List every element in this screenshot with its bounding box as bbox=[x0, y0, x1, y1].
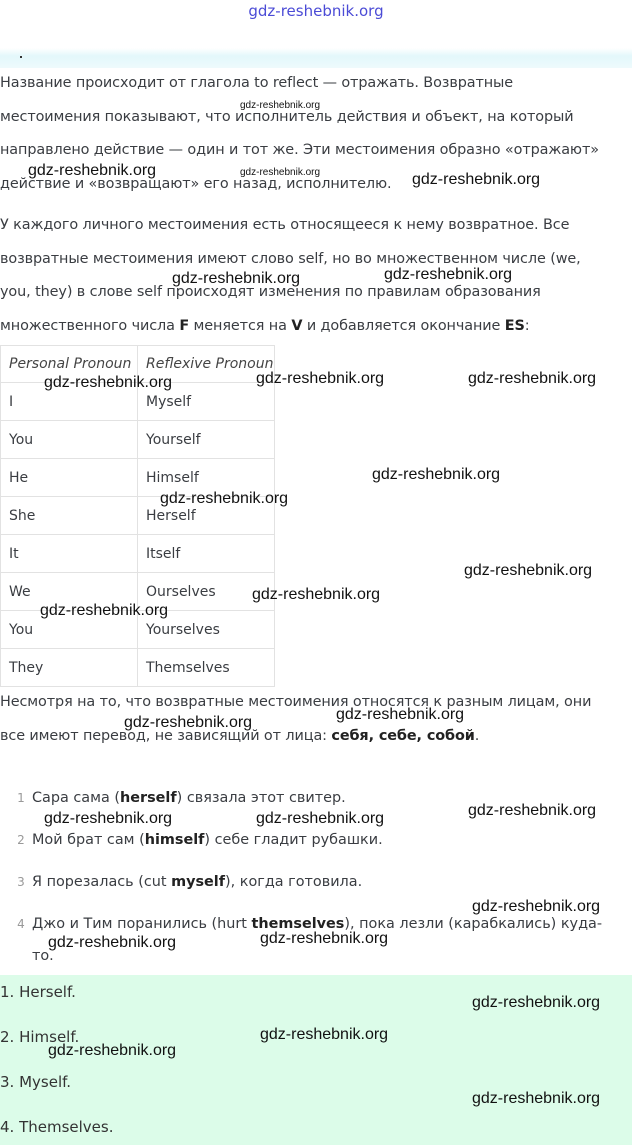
text: Джо и Тим поранились (hurt bbox=[32, 916, 252, 932]
reflexive-cell: Yourself bbox=[138, 421, 275, 459]
watermark: gdz-reshebnik.org bbox=[40, 602, 169, 619]
personal-cell: You bbox=[1, 611, 138, 649]
text: . bbox=[474, 727, 480, 744]
item-number: 3 bbox=[17, 875, 25, 889]
watermark: gdz-reshebnik.org bbox=[44, 374, 173, 391]
watermark: gdz-reshebnik.org bbox=[464, 562, 593, 579]
watermark: gdz-reshebnik.org bbox=[472, 898, 601, 915]
answer: 3. Myself. bbox=[0, 1073, 72, 1091]
header-band bbox=[0, 48, 632, 68]
watermark: gdz-reshebnik.org bbox=[472, 1090, 601, 1107]
text: ), пока лезли (карабкались) куда- bbox=[344, 916, 603, 932]
answer: 1. Herself. bbox=[0, 983, 76, 1001]
text: ), когда готовила. bbox=[225, 874, 363, 890]
watermark: gdz-reshebnik.org bbox=[240, 167, 321, 178]
bold-text: themselves bbox=[251, 916, 345, 932]
table-row bbox=[1, 421, 275, 459]
bold-text: myself bbox=[171, 874, 225, 890]
watermark: gdz-reshebnik.org bbox=[240, 100, 321, 111]
watermark: gdz-reshebnik.org bbox=[468, 370, 597, 387]
personal-cell: She bbox=[1, 497, 138, 535]
header-reflexive: Reflexive Pronoun bbox=[138, 346, 275, 383]
bold-text: herself bbox=[120, 790, 177, 806]
header-personal: Personal Pronoun bbox=[1, 346, 138, 383]
personal-cell: He bbox=[1, 459, 138, 497]
bold-text: ES bbox=[504, 317, 525, 334]
reflexive-cell: Myself bbox=[138, 383, 275, 421]
exercise-item bbox=[10, 790, 346, 806]
text: множественного числа bbox=[0, 317, 180, 334]
watermark: gdz-reshebnik.org bbox=[260, 1026, 389, 1043]
reflexive-cell: Himself bbox=[138, 459, 275, 497]
watermark: gdz-reshebnik.org bbox=[336, 706, 465, 723]
watermark: gdz-reshebnik.org bbox=[44, 810, 173, 827]
text: все имеют перевод, не зависящий от лица: bbox=[0, 727, 332, 744]
item-number: 1 bbox=[17, 791, 25, 805]
reflexive-cell: Itself bbox=[138, 535, 275, 573]
reflexive-cell: Yourselves bbox=[138, 611, 275, 649]
text-line: местоимения показывают, что исполнитель действия и объект, на который bbox=[0, 108, 574, 125]
exercise-item bbox=[10, 874, 362, 890]
bold-text: himself bbox=[144, 832, 205, 848]
text-line: you, they) в слове self происходят изменения по правилам образования bbox=[0, 284, 541, 300]
watermark: gdz-reshebnik.org bbox=[468, 802, 597, 819]
paragraph-rule bbox=[0, 209, 632, 343]
bold-text: себя, себе, собой bbox=[331, 727, 475, 744]
pronoun-table bbox=[0, 345, 275, 687]
item-number: 2 bbox=[17, 833, 25, 847]
text-line: возвратные местоимения имеют слово self, но во множественном числе (we, bbox=[0, 250, 581, 267]
bullet-dot bbox=[20, 56, 22, 58]
paragraph-translation bbox=[0, 686, 632, 753]
watermark: gdz-reshebnik.org bbox=[124, 714, 253, 731]
watermark: gdz-reshebnik.org bbox=[472, 994, 601, 1011]
personal-cell: I bbox=[1, 383, 138, 421]
text-line: У каждого личного местоимения есть относящееся к нему возвратное. Все bbox=[0, 217, 570, 233]
text: Сара сама ( bbox=[32, 790, 120, 806]
site-watermark-top[interactable]: gdz-reshebnik.org bbox=[248, 2, 384, 20]
item-number: 4 bbox=[17, 917, 25, 931]
text: то. bbox=[32, 948, 54, 964]
reflexive-cell: Ourselves bbox=[138, 573, 275, 611]
text-line: Несмотря на то, что возвратные местоимения относятся к разным лицам, они bbox=[0, 694, 592, 710]
text-line: действие и «возвращают» его назад, исполнителю. bbox=[0, 175, 392, 192]
bold-text: V bbox=[291, 317, 303, 334]
watermark: gdz-reshebnik.org bbox=[372, 466, 501, 483]
text-line: направлено действие — один и тот же. Эти местоимения образно «отражают» bbox=[0, 142, 599, 158]
watermark: gdz-reshebnik.org bbox=[256, 810, 385, 827]
answer: 4. Themselves. bbox=[0, 1118, 114, 1136]
watermark: gdz-reshebnik.org bbox=[260, 930, 389, 947]
watermark: gdz-reshebnik.org bbox=[48, 934, 177, 951]
personal-cell: We bbox=[1, 573, 138, 611]
text: Мой брат сам ( bbox=[32, 832, 145, 848]
text-line bbox=[0, 720, 632, 754]
table-row bbox=[1, 535, 275, 573]
personal-cell: You bbox=[1, 421, 138, 459]
text: : bbox=[524, 317, 530, 334]
text: ) связала этот свитер. bbox=[176, 790, 346, 806]
text: меняется на bbox=[189, 317, 292, 334]
watermark: gdz-reshebnik.org bbox=[412, 171, 541, 188]
text-line bbox=[0, 310, 632, 344]
watermark: gdz-reshebnik.org bbox=[160, 490, 289, 507]
text: и добавляется окончание bbox=[302, 317, 505, 334]
watermark: gdz-reshebnik.org bbox=[384, 266, 513, 283]
reflexive-cell: Herself bbox=[138, 497, 275, 535]
personal-cell: It bbox=[1, 535, 138, 573]
text: Я порезалась (cut bbox=[32, 874, 172, 890]
reflexive-cell: Themselves bbox=[138, 649, 275, 687]
watermark: gdz-reshebnik.org bbox=[48, 1042, 177, 1059]
bold-text: F bbox=[179, 317, 190, 334]
watermark: gdz-reshebnik.org bbox=[172, 270, 301, 287]
exercise-item bbox=[10, 832, 383, 848]
watermark: gdz-reshebnik.org bbox=[28, 162, 157, 179]
watermark: gdz-reshebnik.org bbox=[252, 586, 381, 603]
personal-cell: They bbox=[1, 649, 138, 687]
text-line: Название происходит от глагола to reflect — отражать. Возвратные bbox=[0, 75, 514, 91]
answer: 2. Himself. bbox=[0, 1028, 80, 1046]
table-row bbox=[1, 649, 275, 687]
text: ) себе гладит рубашки. bbox=[204, 832, 383, 848]
watermark: gdz-reshebnik.org bbox=[256, 370, 385, 387]
